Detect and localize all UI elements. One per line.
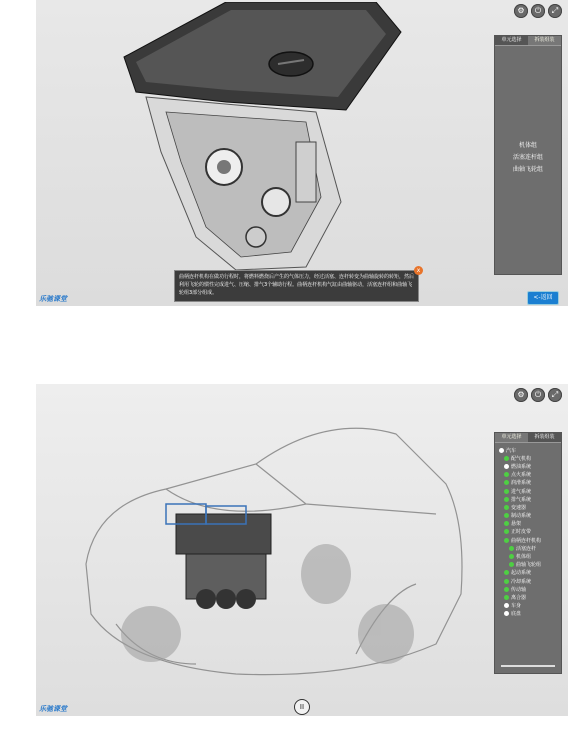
part-item-crankshaft[interactable]: 曲轴飞轮组 [512, 166, 543, 173]
checked-icon[interactable] [504, 505, 509, 510]
system-tree-panel [494, 432, 562, 674]
tree-item[interactable] [499, 503, 559, 511]
power-icon[interactable]: ⏻ [531, 388, 545, 402]
description-text: 曲柄连杆机构在做功行程时，将燃料燃烧后产生的气体压力，经过活塞、连杆转变为曲轴旋转的转矩，然后利用飞轮的惯性完成进气、压缩、排气3个辅助行程。曲柄连杆机构气缸由曲轴驱动，活塞连杆组和曲轴飞轮组3部分组成。 [174, 270, 419, 302]
tree-item-label: 传动轴 [511, 586, 527, 593]
unchecked-icon[interactable] [504, 611, 509, 616]
settings-icon[interactable]: ⚙ [514, 388, 528, 402]
checked-icon[interactable] [509, 562, 514, 567]
checked-icon[interactable] [504, 538, 509, 543]
tree-item-label: 离合器 [511, 594, 527, 601]
checked-icon[interactable] [504, 579, 509, 584]
tree-item-label: 曲轴飞轮组 [516, 562, 542, 569]
brand-logo: 乐驰课堂 [39, 705, 67, 713]
checked-icon[interactable] [504, 595, 509, 600]
car-viewer-panel [36, 384, 568, 716]
tree-item[interactable] [499, 536, 559, 544]
tree-item[interactable] [499, 520, 559, 528]
power-icon[interactable]: ⏻ [531, 4, 545, 18]
tree-item[interactable] [499, 471, 559, 479]
tree-item[interactable] [499, 487, 559, 495]
tree-item-label: 悬架 [511, 521, 522, 528]
system-tree [499, 446, 559, 618]
checked-icon[interactable] [504, 513, 509, 518]
checked-icon[interactable] [509, 546, 514, 551]
tree-item-label: 燃油系统 [511, 463, 532, 470]
unchecked-icon[interactable] [504, 603, 509, 608]
tree-item[interactable] [499, 528, 559, 536]
tree-item-label: 润滑系统 [511, 480, 532, 487]
unchecked-icon[interactable] [499, 448, 504, 453]
tree-item-label: 汽车 [506, 447, 517, 454]
toolbar-icons [514, 388, 562, 402]
tree-item[interactable] [499, 561, 559, 569]
tree-item-label: 制动系统 [511, 513, 532, 520]
back-button[interactable]: <-返回 [527, 291, 559, 305]
horizontal-scrollbar[interactable] [501, 665, 555, 667]
settings-icon[interactable]: ⚙ [514, 4, 528, 18]
checked-icon[interactable] [504, 521, 509, 526]
tree-item[interactable] [499, 462, 559, 470]
tree-item-label: 冷却系统 [511, 578, 532, 585]
tab-unit-select[interactable]: 单元选择 [495, 433, 528, 442]
close-icon[interactable]: x [414, 266, 423, 275]
panel-tabs [495, 433, 561, 443]
tree-item[interactable] [499, 593, 559, 601]
engine-viewer-panel [36, 0, 568, 306]
tree-item[interactable] [499, 569, 559, 577]
tree-item-label: 曲柄连杆机构 [511, 537, 542, 544]
tab-disassembly[interactable]: 拆装组装 [528, 433, 561, 442]
checked-icon[interactable] [504, 456, 509, 461]
toolbar-icons [514, 4, 562, 18]
tree-item-label: 点火系统 [511, 472, 532, 479]
tab-unit-select[interactable]: 单元选择 [495, 36, 528, 45]
checked-icon[interactable] [504, 529, 509, 534]
tree-item-label: 正时皮带 [511, 529, 532, 536]
car-model-image[interactable] [56, 394, 476, 694]
tree-item[interactable] [499, 552, 559, 560]
tree-item-label: 排气系统 [511, 496, 532, 503]
tree-item-label: 起动系统 [511, 570, 532, 577]
tree-item[interactable] [499, 610, 559, 618]
tree-item[interactable] [499, 454, 559, 462]
checked-icon[interactable] [509, 554, 514, 559]
tree-item-label: 变速器 [511, 504, 527, 511]
fullscreen-icon[interactable]: ⤢ [548, 388, 562, 402]
tree-item-label: 活塞连杆 [516, 545, 537, 552]
tree-item[interactable] [499, 512, 559, 520]
part-item-piston-rod[interactable]: 活塞连杆组 [512, 154, 543, 161]
tree-item-label: 机体组 [516, 554, 532, 561]
checked-icon[interactable] [504, 587, 509, 592]
tree-item[interactable] [499, 495, 559, 503]
tab-disassembly[interactable]: 拆装组装 [528, 36, 561, 45]
unchecked-icon[interactable] [504, 464, 509, 469]
tree-item-label: 底盘 [511, 611, 522, 618]
tree-item-label: 配气机构 [511, 455, 532, 462]
tree-item[interactable] [499, 585, 559, 593]
engine-model-image[interactable] [106, 2, 406, 277]
pause-button[interactable]: II [294, 699, 310, 715]
tree-item[interactable] [499, 602, 559, 610]
fullscreen-icon[interactable]: ⤢ [548, 4, 562, 18]
checked-icon[interactable] [504, 472, 509, 477]
part-selection-panel [494, 35, 562, 275]
tree-item[interactable] [499, 479, 559, 487]
checked-icon[interactable] [504, 480, 509, 485]
checked-icon[interactable] [504, 570, 509, 575]
checked-icon[interactable] [504, 489, 509, 494]
tree-item[interactable] [499, 446, 559, 454]
part-item-block[interactable]: 机体组 [518, 142, 537, 149]
tree-item[interactable] [499, 577, 559, 585]
tree-item[interactable] [499, 544, 559, 552]
panel-tabs [495, 36, 561, 46]
part-list [495, 140, 561, 176]
checked-icon[interactable] [504, 497, 509, 502]
tree-item-label: 进气系统 [511, 488, 532, 495]
tree-item-label: 车身 [511, 603, 522, 610]
brand-logo: 乐驰课堂 [39, 295, 67, 303]
